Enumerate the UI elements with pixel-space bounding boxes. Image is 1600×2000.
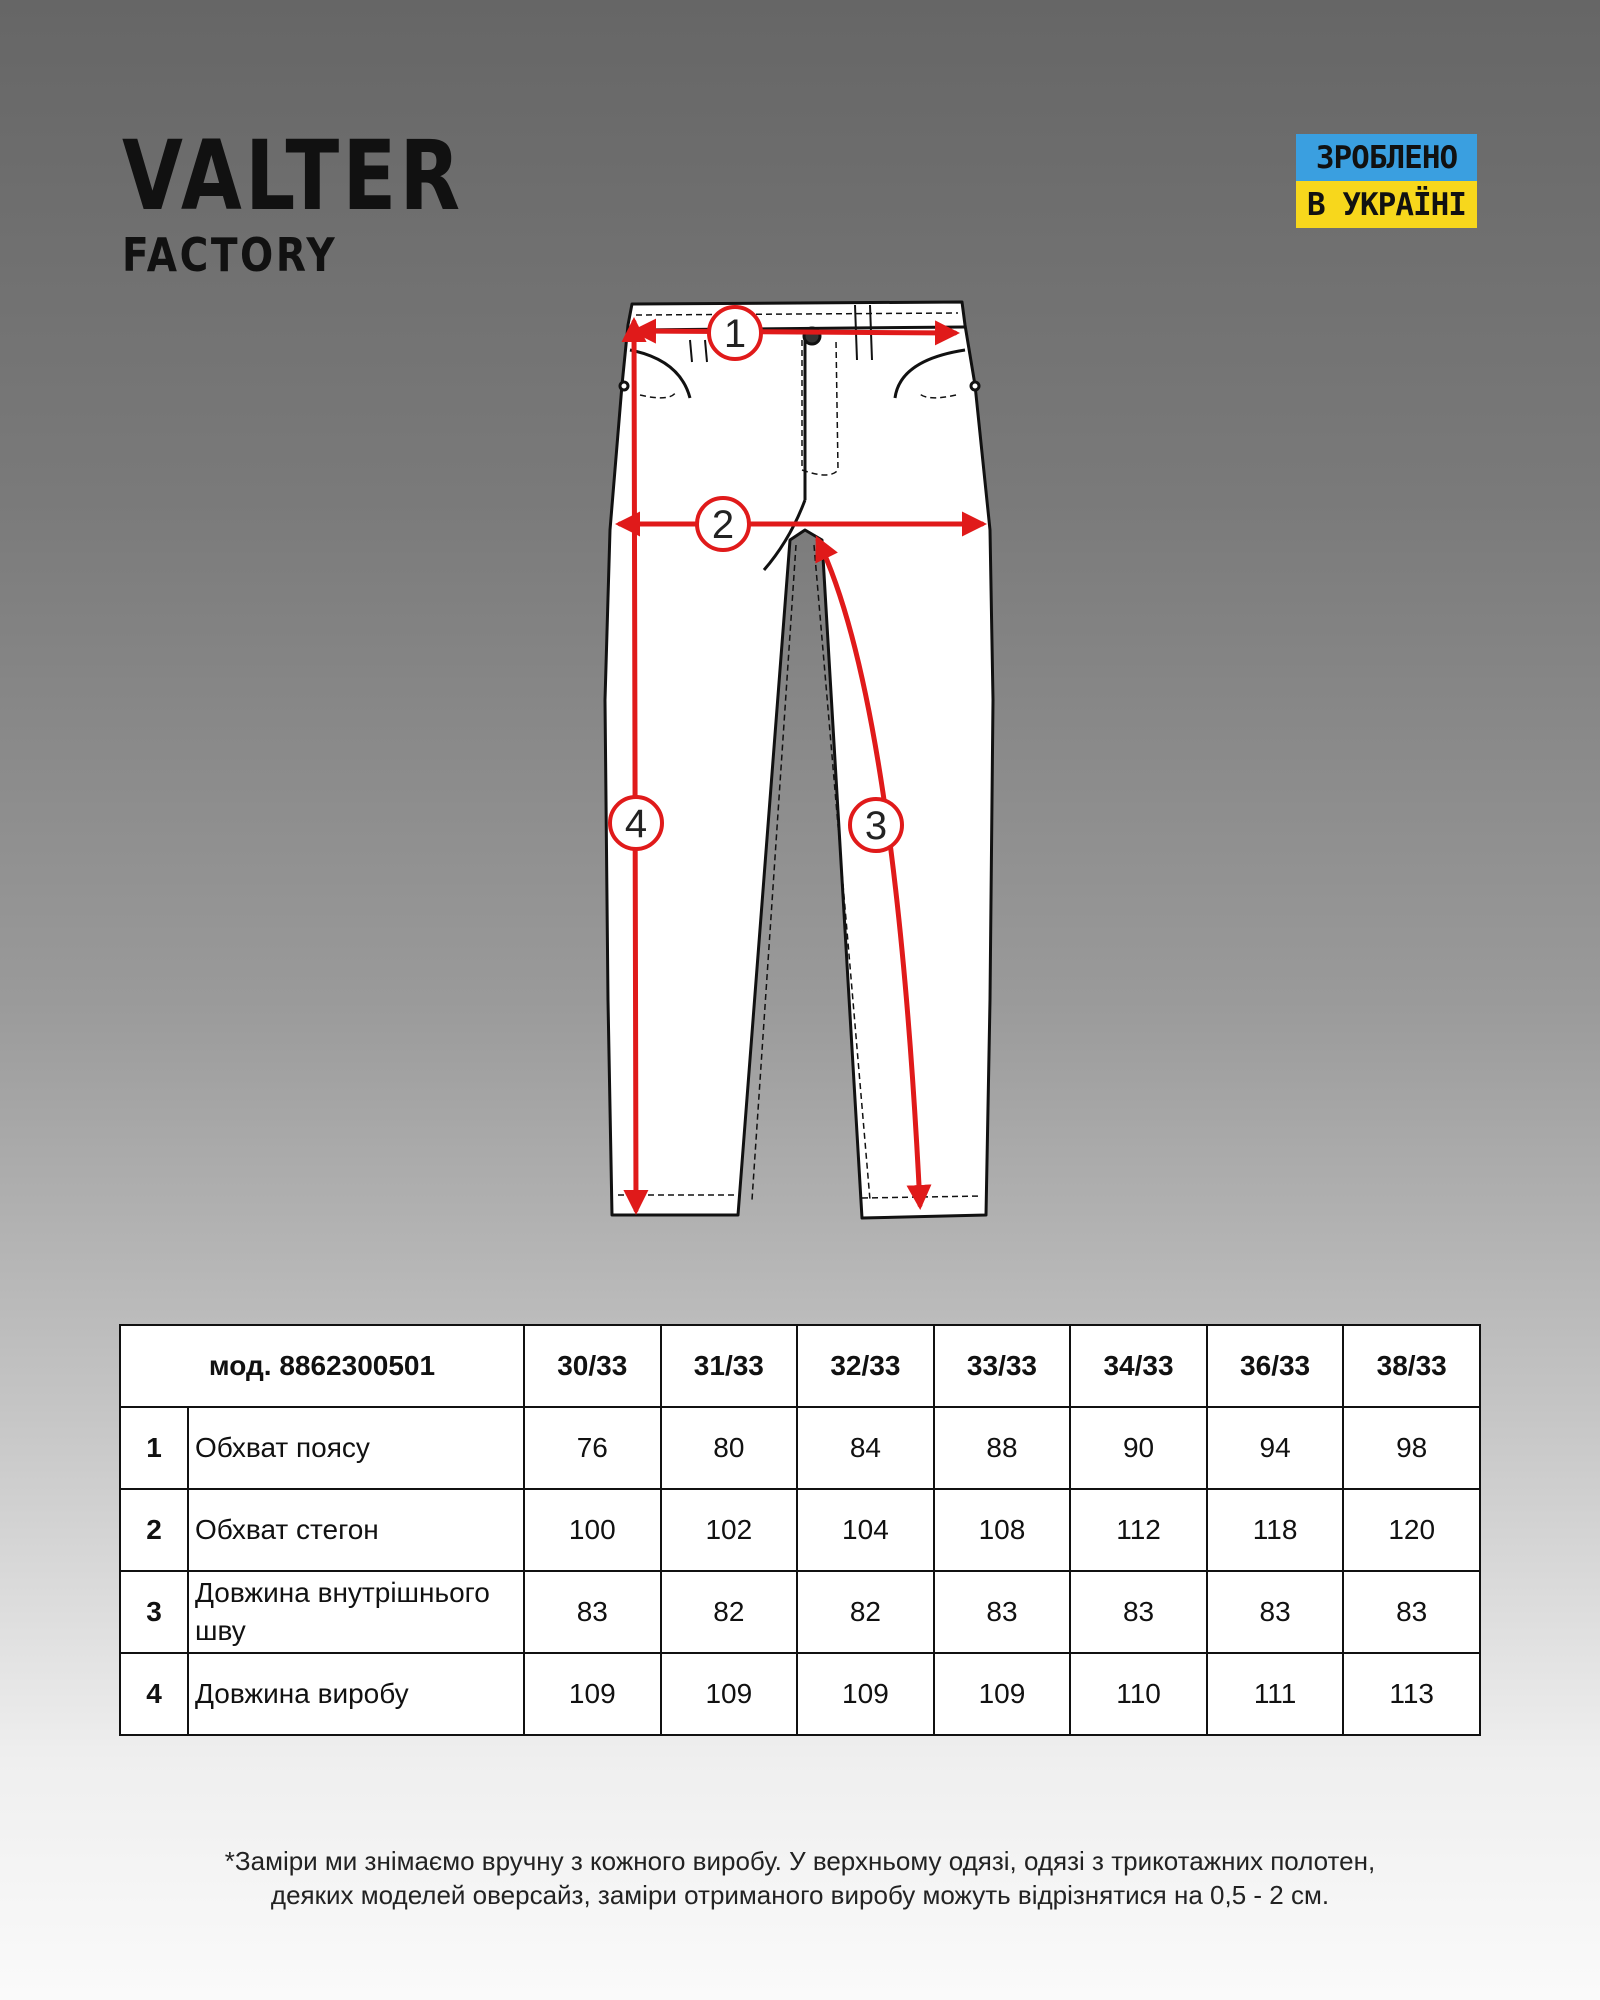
cell-value: 84 (797, 1407, 934, 1489)
svg-text:4: 4 (624, 802, 648, 846)
row-index: 4 (120, 1653, 188, 1735)
cell-value: 111 (1207, 1653, 1344, 1735)
svg-text:3: 3 (864, 804, 888, 848)
cell-value: 88 (934, 1407, 1071, 1489)
cell-value: 109 (934, 1653, 1071, 1735)
cell-value: 90 (1070, 1407, 1207, 1489)
marker-3 (850, 799, 902, 851)
cell-value: 104 (797, 1489, 934, 1571)
cell-value: 110 (1070, 1653, 1207, 1735)
svg-text:1: 1 (723, 312, 747, 356)
length-arrow (634, 322, 636, 1210)
cell-value: 82 (797, 1571, 934, 1653)
table-row (120, 1407, 1480, 1489)
row-label: Обхват стегон (188, 1489, 524, 1571)
cell-value: 83 (934, 1571, 1071, 1653)
cell-value: 80 (661, 1407, 798, 1489)
cell-value: 109 (524, 1653, 661, 1735)
size-header: 32/33 (797, 1325, 934, 1407)
size-header: 38/33 (1343, 1325, 1480, 1407)
cell-value: 112 (1070, 1489, 1207, 1571)
size-header: 34/33 (1070, 1325, 1207, 1407)
footnote-line-2: деяких моделей оверсайз, заміри отриманого виробу можуть відрізнятися на 0,5 - 2 см. (270, 1879, 1330, 1910)
cell-value: 109 (797, 1653, 934, 1735)
cell-value: 83 (1070, 1571, 1207, 1653)
row-label: Обхват поясу (188, 1407, 524, 1489)
cell-value: 113 (1343, 1653, 1480, 1735)
size-header: 36/33 (1207, 1325, 1344, 1407)
brand-name: VALTER (122, 120, 464, 232)
cell-value: 98 (1343, 1407, 1480, 1489)
marker-2 (697, 498, 749, 550)
svg-text:2: 2 (711, 503, 735, 547)
size-header: 31/33 (661, 1325, 798, 1407)
waist-arrow (636, 331, 955, 333)
footnote-line-1: *Заміри ми знімаємо вручну з кожного виробу. У верхньому одязі, одязі з трикотажних полотен, (224, 1846, 1376, 1876)
badge-line-2: В УКРАЇНІ (1296, 181, 1477, 228)
brand-subtitle: FACTORY (122, 228, 338, 282)
size-header: 30/33 (524, 1325, 661, 1407)
size-chart-table (119, 1324, 1481, 1736)
marker-4 (610, 797, 662, 849)
marker-1 (709, 307, 761, 359)
model-label: мод. 8862300501 (120, 1325, 524, 1407)
cell-value: 100 (524, 1489, 661, 1571)
size-header: 33/33 (934, 1325, 1071, 1407)
row-index: 1 (120, 1407, 188, 1489)
cell-value: 94 (1207, 1407, 1344, 1489)
measurement-footnote (0, 1845, 1600, 1913)
cell-value: 102 (661, 1489, 798, 1571)
cell-value: 83 (1343, 1571, 1480, 1653)
row-index: 3 (120, 1571, 188, 1653)
table-row (120, 1571, 1480, 1653)
badge-line-1: ЗРОБЛЕНО (1296, 134, 1477, 181)
cell-value: 118 (1207, 1489, 1344, 1571)
cell-value: 76 (524, 1407, 661, 1489)
row-index: 2 (120, 1489, 188, 1571)
row-label: Довжина виробу (188, 1653, 524, 1735)
cell-value: 108 (934, 1489, 1071, 1571)
row-label: Довжина внутрішнього шву (188, 1571, 524, 1653)
cell-value: 109 (661, 1653, 798, 1735)
cell-value: 83 (1207, 1571, 1344, 1653)
table-header-row (120, 1325, 1480, 1407)
table-row (120, 1653, 1480, 1735)
table-row (120, 1489, 1480, 1571)
cell-value: 83 (524, 1571, 661, 1653)
cell-value: 82 (661, 1571, 798, 1653)
pants-outline (605, 302, 993, 1218)
cell-value: 120 (1343, 1489, 1480, 1571)
